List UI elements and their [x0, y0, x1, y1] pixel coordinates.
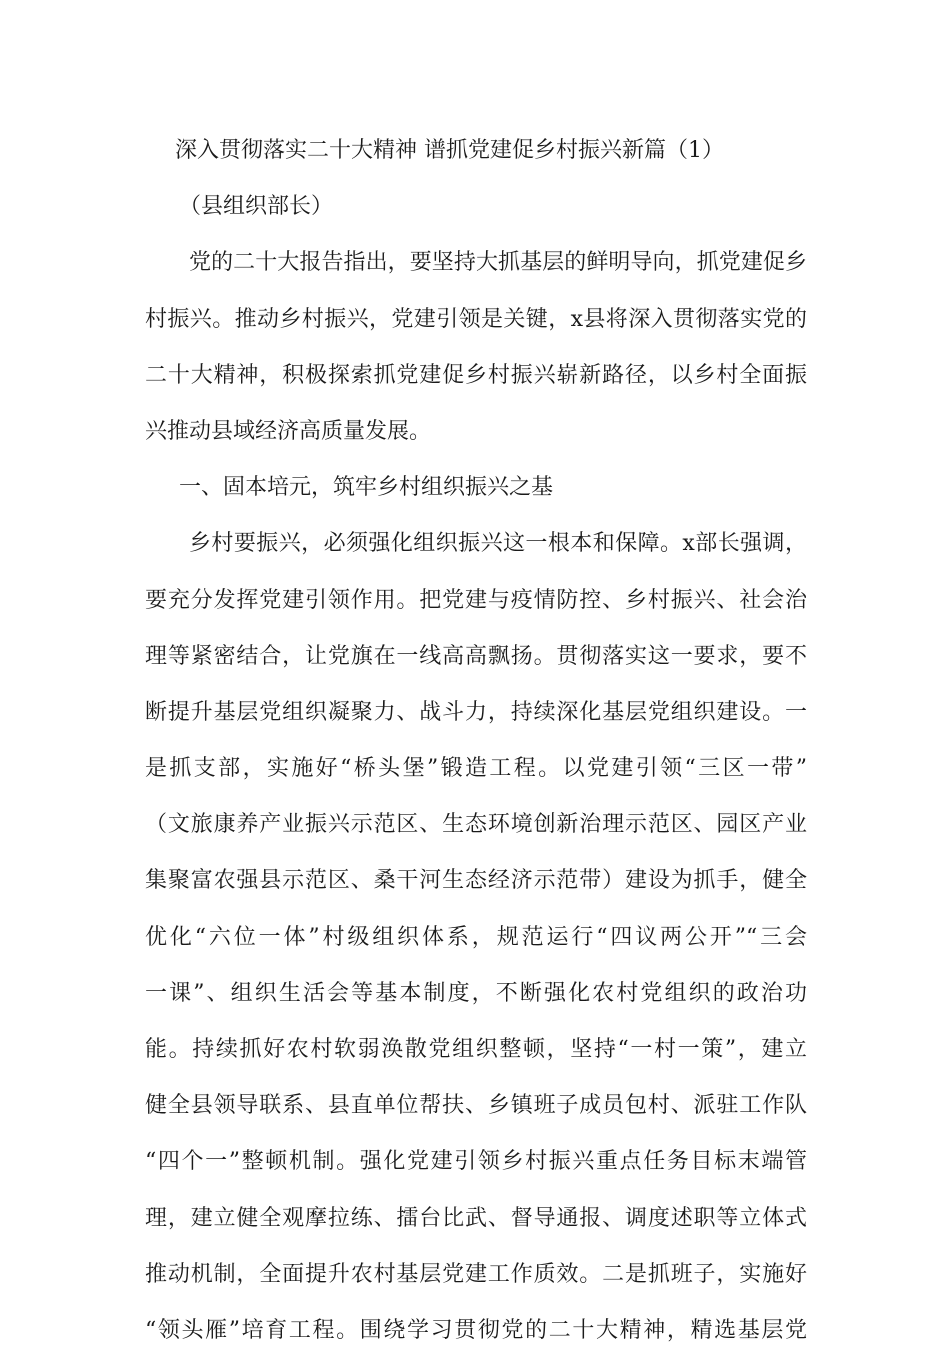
paragraph-line: “四个一”整顿机制。强化党建引领乡村振兴重点任务目标末端管: [145, 1149, 807, 1175]
paragraph-line: 党的二十大报告指出，要坚持大抓基层的鲜明导向，抓党建促乡: [189, 250, 807, 276]
paragraph-line: 断提升基层党组织凝聚力、战斗力，持续深化基层党组织建设。一: [145, 699, 807, 725]
paragraph-line: 优化“六位一体”村级组织体系，规范运行“四议两公开”“三会: [145, 924, 807, 950]
document-body: [145, 132, 807, 1368]
section-heading: 一、固本培元，筑牢乡村组织振兴之基: [179, 475, 554, 501]
document-title: 深入贯彻落实二十大精神 谱抓党建促乡村振兴新篇（1）: [175, 138, 724, 163]
paragraph-line: 健全县领导联系、县直单位帮扶、乡镇班子成员包村、派驻工作队: [145, 1093, 807, 1119]
paragraph-line: 兴推动县域经济高质量发展。: [145, 418, 432, 444]
paragraph-line: 集聚富农强县示范区、桑干河生态经济示范带）建设为抓手，健全: [145, 868, 807, 894]
paragraph-line: 能。持续抓好农村软弱涣散党组织整顿，坚持“一村一策”，建立: [145, 1037, 807, 1062]
document-subtitle: （县组织部长）: [179, 194, 334, 220]
paragraph-line: 二十大精神，积极探索抓党建促乡村振兴崭新路径，以乡村全面振: [145, 362, 807, 388]
paragraph-line: 村振兴。推动乡村振兴，党建引领是关键，x县将深入贯彻落实党的: [145, 306, 807, 332]
paragraph-line: 理等紧密结合，让党旗在一线高高飘扬。贯彻落实这一要求，要不: [145, 643, 807, 669]
paragraph-line: “领头雁”培育工程。围绕学习贯彻党的二十大精神，精选基层党: [145, 1317, 807, 1343]
paragraph-line: 理，建立健全观摩拉练、擂台比武、督导通报、调度述职等立体式: [145, 1205, 807, 1231]
paragraph-line: 乡村要振兴，必须强化组织振兴这一根本和保障。x部长强调，: [189, 531, 807, 557]
paragraph-line: 是抓支部，实施好“桥头堡”锻造工程。以党建引领“三区一带”: [145, 756, 807, 782]
paragraph-line: （文旅康养产业振兴示范区、生态环境创新治理示范区、园区产业: [145, 812, 807, 838]
paragraph-line: 推动机制，全面提升农村基层党建工作质效。二是抓班子，实施好: [145, 1261, 807, 1287]
paragraph-line: 要充分发挥党建引领作用。把党建与疫情防控、乡村振兴、社会治: [145, 587, 807, 613]
paragraph-line: 一课”、组织生活会等基本制度，不断强化农村党组织的政治功: [145, 980, 807, 1006]
